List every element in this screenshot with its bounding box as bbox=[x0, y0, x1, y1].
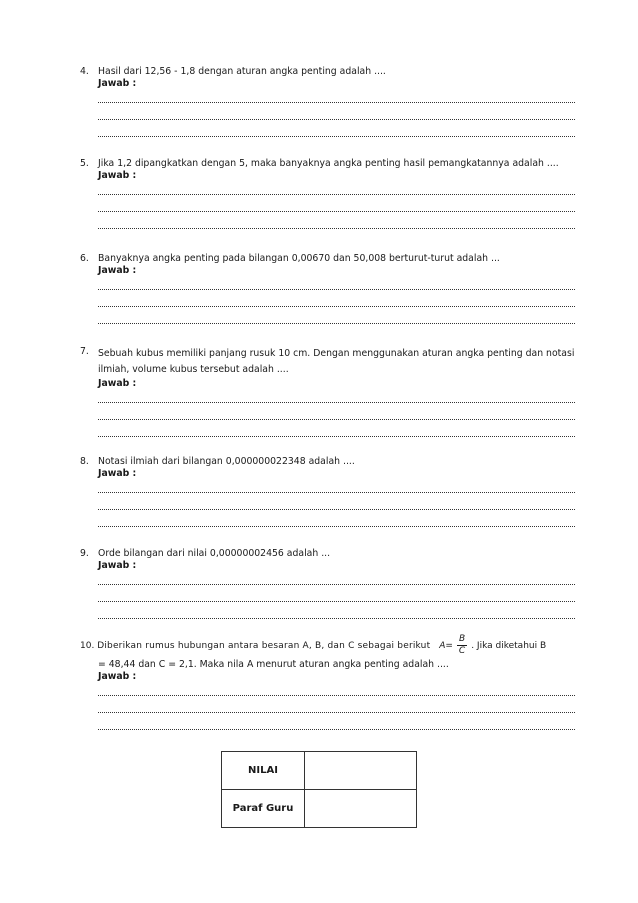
answer-label: Jawab : bbox=[98, 378, 137, 389]
answer-line[interactable] bbox=[98, 589, 575, 606]
question-8 bbox=[80, 456, 580, 531]
question-number: 10. bbox=[80, 641, 95, 651]
answer-line[interactable] bbox=[98, 216, 575, 233]
answer-line[interactable] bbox=[98, 497, 575, 514]
answer-label: Jawab : bbox=[98, 560, 137, 571]
question-text-after: . Jika diketahui B bbox=[471, 641, 547, 651]
question-4 bbox=[80, 66, 580, 141]
answer-line[interactable] bbox=[98, 294, 575, 311]
answer-line[interactable] bbox=[98, 700, 575, 717]
answer-line[interactable] bbox=[98, 407, 575, 424]
score-table bbox=[221, 751, 417, 828]
answer-label: Jawab : bbox=[98, 265, 137, 276]
answer-line[interactable] bbox=[98, 90, 575, 107]
answer-line[interactable] bbox=[98, 124, 575, 141]
question-9 bbox=[80, 548, 580, 623]
answer-line[interactable] bbox=[98, 199, 575, 216]
question-text: Banyaknya angka penting pada bilangan 0,00670 dan 50,008 berturut-turut adalah ... bbox=[98, 253, 500, 264]
answer-line[interactable] bbox=[98, 107, 575, 124]
formula-fraction bbox=[457, 634, 467, 657]
nilai-label: NILAI bbox=[222, 752, 305, 790]
question-7 bbox=[80, 346, 580, 441]
formula-lhs: A= bbox=[439, 641, 453, 651]
answer-line[interactable] bbox=[98, 311, 575, 328]
answer-line[interactable] bbox=[98, 277, 575, 294]
answer-label: Jawab : bbox=[98, 671, 137, 682]
answer-line[interactable] bbox=[98, 606, 575, 623]
answer-line[interactable] bbox=[98, 717, 575, 734]
question-number: 4. bbox=[80, 66, 89, 77]
question-number: 7. bbox=[80, 346, 89, 357]
question-text-line2: = 48,44 dan C = 2,1. Maka nila A menurut aturan angka penting adalah .... bbox=[98, 659, 449, 670]
answer-label: Jawab : bbox=[98, 78, 137, 89]
answer-line[interactable] bbox=[98, 424, 575, 441]
answer-line[interactable] bbox=[98, 480, 575, 497]
answer-line[interactable] bbox=[98, 514, 575, 531]
answer-label: Jawab : bbox=[98, 170, 137, 181]
answer-line[interactable] bbox=[98, 683, 575, 700]
question-text: Orde bilangan dari nilai 0,00000002456 adalah ... bbox=[98, 548, 331, 559]
question-5 bbox=[80, 158, 580, 233]
paraf-guru-label: Paraf Guru bbox=[222, 790, 305, 828]
question-number: 6. bbox=[80, 253, 89, 264]
nilai-field[interactable] bbox=[305, 752, 417, 790]
question-text: Sebuah kubus memiliki panjang rusuk 10 cm. Dengan menggunakan aturan angka penting dan notasi ilmiah, volume kubus tersebut adalah .... bbox=[98, 348, 575, 375]
paraf-guru-field[interactable] bbox=[305, 790, 417, 828]
question-text: Notasi ilmiah dari bilangan 0,000000022348 adalah .... bbox=[98, 456, 355, 467]
formula-numerator: B bbox=[457, 634, 467, 646]
answer-label: Jawab : bbox=[98, 468, 137, 479]
question-number: 8. bbox=[80, 456, 89, 467]
answer-line[interactable] bbox=[98, 390, 575, 407]
question-text: Diberikan rumus hubungan antara besaran A, B, dan C sebagai berikut bbox=[97, 641, 431, 651]
answer-line[interactable] bbox=[98, 572, 575, 589]
formula-denominator: C bbox=[458, 646, 466, 656]
question-number: 5. bbox=[80, 158, 89, 169]
question-text: Jika 1,2 dipangkatkan dengan 5, maka banyaknya angka penting hasil pemangkatannya adalah .... bbox=[98, 158, 559, 169]
question-6 bbox=[80, 253, 580, 328]
question-10 bbox=[80, 634, 580, 734]
question-number: 9. bbox=[80, 548, 89, 559]
answer-line[interactable] bbox=[98, 182, 575, 199]
question-text: Hasil dari 12,56 - 1,8 dengan aturan angka penting adalah .... bbox=[98, 66, 386, 77]
